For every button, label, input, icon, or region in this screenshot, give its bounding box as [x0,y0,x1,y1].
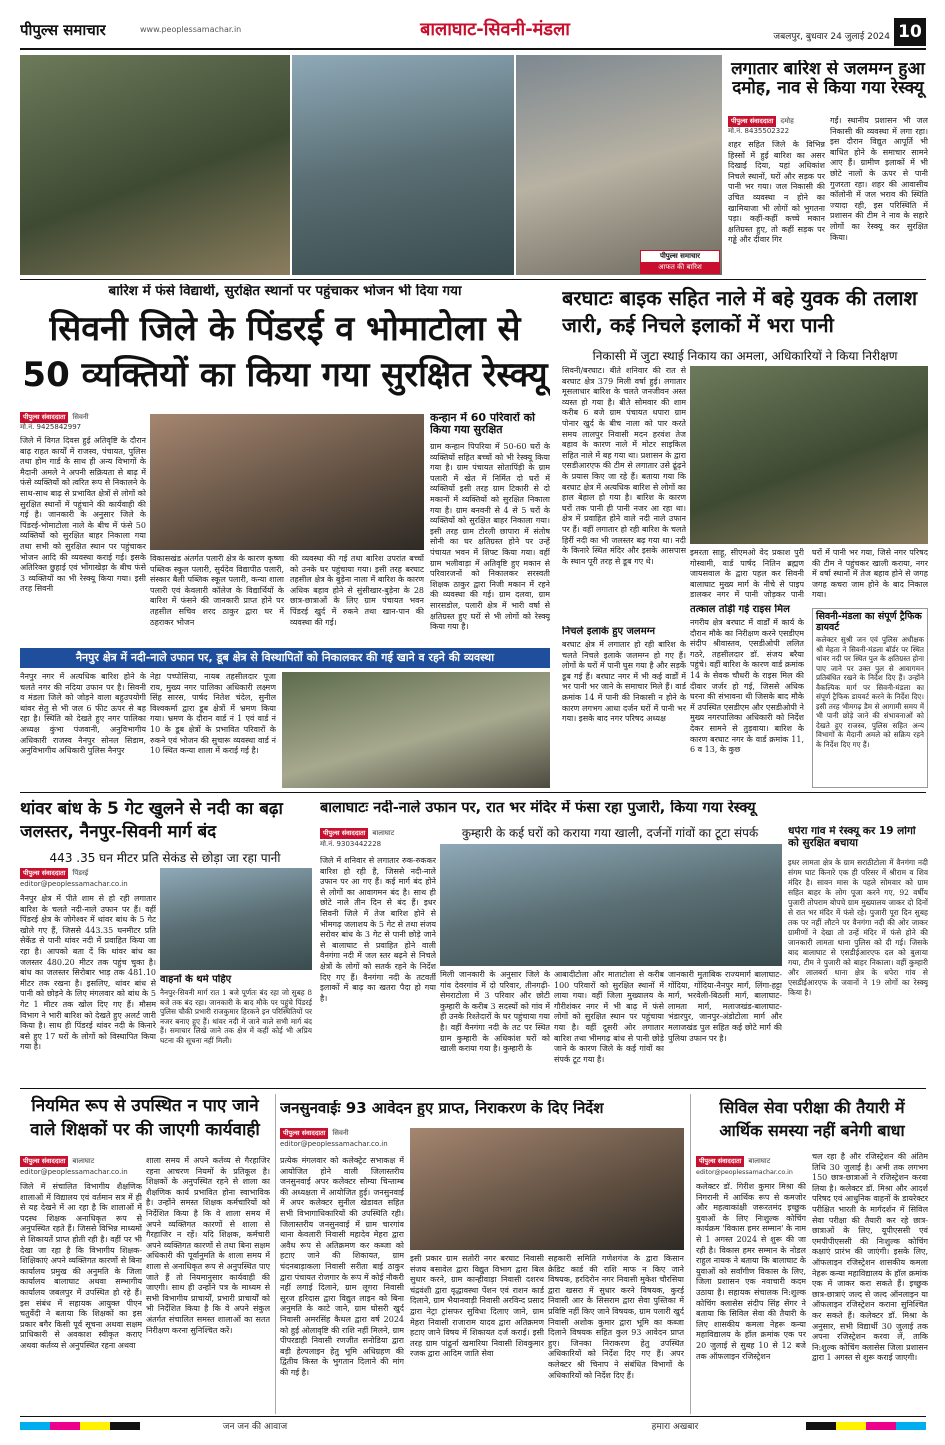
pujari-column-2: मिली जानकारी के अनुसार जिले के गांव देवरगांव में दो परिवार, तीनगढ़ी-सेमराटोला में 3 परिवार और छोटी कुम्हारी के करीब 3 सदस्यों को गांव में ही उनके रिश्तेदारों के घर पहुंचाया गया है। वहीं वैनगंगा नदी के तट पर स्थित ग्राम कुम्हारी के अधिकांश घरों को खाली कराया गया है। कुम्हारी के [440,970,550,1054]
byline-city: बालाघाट [72,1157,95,1165]
seoni-headline: सिवनी जिले के पिंडरई व भोमाटोला से 50 व्यक्तियों का किया गया सुरक्षित रेस्क्यू [22,309,548,395]
hearing-headline: जनसुनवाईः 93 आवेदन हुए प्राप्त, निराकरण के दिए निर्देश [280,1100,604,1117]
page-number: 10 [894,18,926,46]
photo-badge [640,250,720,274]
thanwar-subhead: वाहनों के थमे पहिए [160,974,232,985]
byline-city: सिवनी [332,1129,349,1137]
barghat-column-2: इमरता साहू, सीएमओ वेद प्रकाश पुरी गोस्वामी, वार्ड पार्षद नितिन ब्रह्मण जायसवाल के द्वारा पहल कर सिवनी बालाघाट मुख्य मार्ग के नीचे से पाइप डालकर नगर में पानी जोड़कर पानी [690,548,804,600]
pujari-flood-photo [440,844,782,966]
brand-logo: पीपुल्स समाचार [20,21,106,39]
edition-title: बालाघाट-सिवनी-मंडला [420,19,570,40]
barghat-headline: बरघाटः बाइक सहित नाले में बहे युवक की तलाश जारी, कई निचले इलाकों में भरा पानी [562,286,918,337]
thanwar-deck: 443 .35 घन मीटर प्रति सेकंड से छोड़ा जा रहा पानी [49,851,281,865]
barghat-subhead-1: निचले इलाके हुए जलमग्न [562,626,656,637]
traffic-box-body: कलेक्टर सुश्री जन एवं पुलिस अधीक्षक श्री मेहता ने सिवनी-मंडला बॉर्डर पर स्थित थांवर नदी पर स्थित पुल के क्षतिग्रस्त होना पाए जाने पर उक्त पुल से आवागमन प्रतिबंधित रखने के निर्देश दिए हैं। उन्होंने वैकल्पिक मार्ग पर सिवनी-मंडला का संपूर्ण ट्रैफिक डायवर्ट करने के निर्देश दिए। इसी तरह भीमगढ़ डैम से आगामी समय में भी पानी छोड़े जाने की संभावनाओं को देखते हुए राजस्व, पुलिस सहित अन्य विभागों के मैदानी अमले को सक्रिय रहने के निर्देश दिए गए हैं। [816,635,924,749]
footer-color-strip-right [806,1422,926,1430]
nainpur-column-1: नैनपुर नगर में अत्यधिक बारिश होने के चलते नगर की नदिया उफान पर है। सिवनी व मंडला जिले को जोड़ने वाला बहुउपयोगी थांवर सेतु से भी जल 6 फीट ऊपर से बह रहा है। स्थिति को देखते हुए नगर पालिका अध्यक्ष कुंभा पंजवानी, अनुविभागीय अधिकारी राजस्व नैनपुर सोनल सिडाम, अनुविभागीय अधिकारी पुलिस नैनपुर [20,672,146,756]
civil-column-1: कलेक्टर डॉ. गिरीश कुमार मिश्रा की निगरानी में आर्थिक रूप से कमजोर और महत्वाकांक्षी जरूरतमंद इच्छुक युवाओं के लिए निःशुल्क कोचिंग कार्यक्रम 'विकास हमर सम्मान' के नाम से 1 अगस्त 2024 से शुरू की जा रही है। विकास हमर सम्मान के नोडल राहुल नायक ने बताया कि बालाघाट के युवाओं को सर्वांगीण विकास के लिए, जिला प्रशासन एक नवाचारी कदम उठाया है। सहायक संचालक नि:शुल्क कोचिंग क्लासेस संदीप सिंह सेंगर ने बताया कि सिविल सेवा की तैयारी के लिए शासकीय कमला नेहरू कन्या महाविद्यालय के हॉल क्रमांक एक पर 20 जुलाई से सुबह 10 से 12 बजे तक ऑफलाइन रजिस्ट्रेशन [696,1182,806,1361]
masthead-rule [20,48,926,50]
seoni-kicker: बारिश में फंसे विद्यार्थी, सुरक्षित स्थानों पर पहुंचाकर भोजन भी दिया गया [108,284,462,299]
pujari-mobile: मो.नं. 9303442228 [320,840,382,848]
pujari-column-4: जानकारी मुताबिक राज्यमार्ग बालाघाट-गोंदिया, गोंदिया-नैनपुर मार्ग, लिंगा-हट्टा मार्ग, भरवेली-बिठली मार्ग, बालाघाट-लामता मार्ग, मलाजखंड-बालाघाट-भंडारपुर, जानपुर-अंडोटोला मार्ग और मलाजखंड पुल सहित कई छोटे मार्ग की पुलिया उफान पर है। [668,970,782,1043]
byline-city: दमोह [780,117,794,125]
seoni-mobile: मो.नं. 9425842997 [20,423,82,431]
byline-city: बालाघाट [748,1157,771,1165]
flood-photo-2 [292,55,514,275]
photo-badge-tag: आफत की बारिश [641,262,719,273]
byline-label: पीपुल्स संवाददाता [20,868,68,879]
nainpur-headline: नैनपुर क्षेत्र में नदी-नाले उफान पर, डूब क्षेत्र से विस्थापितों को निकालकर की गई खाने व रहने की व्यवस्था [75,651,495,664]
nainpur-photo [282,672,550,788]
byline-label: पीपुल्स संवाददाता [696,1156,744,1167]
column-divider [690,1094,691,1414]
issue-date: जबलपुर, बुधवार 24 जुलाई 2024 [773,32,890,42]
byline-label: पीपुल्स संवाददाता [20,1156,68,1167]
teachers-headline: नियमित रूप से उपस्थित न पाए जाने वाले शिक्षकों पर की जाएगी कार्यवाही [30,1096,260,1140]
column-divider [275,1094,276,1414]
barghat-photo [690,366,928,544]
byline-label: पीपुल्स संवाददाता [320,828,368,839]
traffic-box-title: सिवनी-मंडला का संपूर्ण ट्रैफिक डायवर्ट [816,611,922,633]
civil-headline: सिविल सेवा परीक्षा की तैयारी में आर्थिक समस्या नहीं बनेगी बाधा [719,1098,905,1140]
thanwar-subhead-body: नैनपुर-सिवनी मार्ग रात 1 बजे पूर्णतः बंद रहा जो सुबह 8 बजे तक बंद रहा। जानकारी के बाद मौके पर पहुंचे पिंडरई पुलिस चौकी प्रभारी राजकुमार हिरकने इन परिस्थितियों पर नजर बनाए हुए हैं। थांवर नदी में जाने वाले सभी मार्ग बंद हैं। समाचार लिखे जाने तक क्षेत्र में कहीं कोई भी अप्रिय घटना की सूचना नहीं मिली। [160,988,312,1045]
byline-label: पीपुल्स संवाददाता [728,116,776,127]
barghat-subhead-2: तत्काल तोड़ी गई राइस मिल [690,604,790,615]
byline-city: बालाघाट [372,829,395,837]
pujari-side-body: इधर लामता क्षेत्र के ग्राम सराठीटोला में वैनगंगा नदी संगम घाट किनारे एक ही परिसर में श्रीराम व शिव मंदिर है। सावन मास के पहले सोमवार को ग्राम सहित बाहर के लोग पूजा करने गए, 92 वर्षीय पुजारी तोपराम बोपचे ग्राम मुख्यालय जाकर दो दिनों से रात भर मंदिर में फंसे रहे। पुजारी पूरा दिन सुबह तक पर नहीं लौटने पर वैनगंगा नदी की ओर जाकर ग्रामीणों ने देखा तो उन्हें मंदिर में फंसे होने की जानकारी लामता थाना पुलिस को दी गई। जिसके बाद बालाघाट से एसडीईआरएफ दल को बुलाया गया, टीम ने पुजारी को बाहर निकाला। वहीं कुम्हारी और लालबर्रा थाना क्षेत्र के धपेरा गांव से एसडीईआरएफ के जवानों ने 19 लोगों का रेस्क्यू किया है। [788,858,928,997]
nainpur-bar [20,648,550,668]
civil-byline [696,1156,806,1167]
thanwar-headline: थांवर बांध के 5 गेट खुलने से नदी का बढ़ा जलस्तर, नैनपुर-सिवनी मार्ग बंद [20,799,283,842]
damoh-mobile: मो.नं. 8435502322 [728,127,790,135]
barghat-deck: निकासी में जुटा स्थाई निकाय का अमला, अधिकारियों ने किया निरीक्षण [592,349,898,363]
pujari-column-3: आबादीटोला और माताटोला से करीब 100 परिवारों को सुरक्षित स्थानों में लाया गया। वहीं जिला मुख्यालय के गौरीशंकर नगर में भी बाढ़ में फंसे लोगों को सुरक्षित स्थान पर पहुंचाया गया है। वहीं दूसरी ओर लगातार बारिश तथा भीमगढ़ बांध से पानी छोड़े जाने के कारण जिले के कई गांवों का संपर्क टूट गया है। [554,970,664,1064]
photo-badge-brand: पीपुल्स समाचार [659,252,701,260]
flood-photo-1 [20,55,290,275]
damoh-headline: लगातार बारिश से जलमग्न हुआ दमोह, नाव से किया गया रेस्क्यू [731,60,925,99]
seoni-rescue-photo [150,414,424,550]
hearing-column-3: सहकारी समिति गणेशगंज के द्वारा किसान क्रेडिट कार्ड की राशि माफ न किए जाने विषयक, हरदिरोन नगर निवासी मुकेश चौरसिया द्वारा खसरा में सुधार करने विषयक, कुरई निवासी आर के सिसराम द्वारा सेवा पुस्तिका में प्रविष्टि नहीं किए जाने विषयक, ग्राम पलारी खुर्द निवासी अशोक कुमार द्वारा भूमि का कब्जा दिलाने विषयक सहित कुल 93 आवेदन प्राप्त हुए। जिनका निराकरण हेतु उपस्थित अधिकारियों को निर्देश दिए गए हैं। अपर कलेक्टर श्री चिनाप ने संबंधित विभागों के अधिकारियों को निर्देश दिए हैं। [548,1254,684,1380]
seoni-column-2-text: विकासखंड अंतर्गत पलारी क्षेत्र के कारण कृष्णा पब्लिक स्कूल पलारी, सुर्यदेव विद्यापीठ पलारी, संस्कार बैली पब्लिक स्कूल पलारी, कन्या शाला पलारी एवं केवलारी कॉलेज के विद्यार्थियों के बारिश में फंसने की जानकारी प्राप्त होने पर तहसील सचिव शरद ठाकुर द्वारा घर में ठहराकर भोजन [150,554,284,627]
barghat-subhead-2-body: नगरीय क्षेत्र बरघाट में वार्डों में कार्य के दौरान मौके का निरीक्षण करने एसडीएम संदीप श्रीवास्तव, एसडीओपी ललित गठरे, तहसीलदार डॉ. संजय बरैया पहुंचे। वहीं बारिश के कारण वार्ड क्रमांक 14 के सेवक चौधरी के राइस मिल की दीवार जर्जर हो गई, जिससे अधिक घरना की संभावना थी जिसके बाद मौके में उपस्थित एसडीएम और एसडीओपी ने मुख्य नगरपालिका अधिकारी को निर्देश देकर सामने से तुड़वाया। बारिश के कारण बरघाट नगर के वार्ड क्रमांक 11, 6 व 13, के कुछ [690,618,804,755]
thanwar-email: editor@peoplessamachar.co.in [20,880,128,888]
masthead [0,0,945,52]
seoni-subhead: कन्हान में 60 परिवारों को किया गया सुरक्षित [430,412,535,437]
hearing-column-1: प्रत्येक मंगलवार को कलेक्ट्रेट सभाकक्ष में आयोजित होने वाली जिलास्तरीय जनसुनवाई अपर कलेक्टर सौम्या चिन्ताम्ब की अध्यक्षता में आयोजित हुई। जनसुनवाई में अपर कलेक्टर सुनील खेडावत सहित सभी विभागाधिकारियों की उपस्थिति रही। जिलास्तरीय जनसुनवाई में ग्राम चारगांव थाना केवलारी निवासी महादेव मेहरा द्वारा अवैध रूप से अतिक्रमण कर कब्जा को हटाए जाने की शिकायत, ग्राम चंदनबाड़ाकला निवासी सरीता बाई ठाकुर द्वारा पंचायत रोजगार के रूप में कोई नौकरी नहीं लगाई दिलाने, ग्राम लूगरा निवासी सूरज हरिदास द्वारा विद्युत लाइन को बिना अनुमति के काटे जाने, ग्राम घोसरी खुर्द निवासी अमरसिंह कैथल द्वारा वर्ष 2024 को हुई ओलावृष्टि की राशि नहीं मिलने, ग्राम पीपरडाही निवासी रणजीत सनोडिया द्वारा बड़ी हेल्पलाइन हेतु भूमि अधिग्रहण की द्वितीय किस्त के भुगतान दिलाने की मांग की गई है। [280,1156,404,1377]
barghat-column-3: घरों में पानी भर गया, जिसे नगर परिषद की टीम ने पहुंचकर खाली कराया, नगर में वर्षा स्थानों में तेज बहाव होने से जगह जगह कचरा जाम होने के बाद निकाल गया। [812,548,928,600]
pujari-side-title: धपेरा गांव में रेस्क्यू कर 19 लोगों को सुरक्षित बचाया [788,826,916,849]
byline-city: पिंडरई [72,869,89,877]
hearing-column-2: इसी प्रकार ग्राम सतोरी नगर बरघाट निवासी संजय बसावेल द्वारा विद्युत विभाग द्वारा बिल सुधार करने, ग्राम कान्हीवाड़ा निवासी दशरथ चंद्रवंशी द्वारा वृद्धावस्था पेंशन एवं राशन कार्ड दिलाने, ग्राम भैयानवाड़ी निवासी अरविन्द प्रसाद द्वारा नेट्रा ट्रांसफर सुविधा दिलाए जाने, ग्राम मेहरा निवासी राजाराम यादव द्वारा अतिक्रमण हटाए जाने विषय में शिकायत दर्ज कराई। इसी तरह ग्राम पांढुर्ना खमारिया निवासी शिवकुमार रजक द्वारा आदिम जाति सेवा [410,1254,544,1359]
traffic-box [812,608,928,788]
seoni-column-1: जिले में विगत दिवस हुई अतिवृष्टि के दौरान बाढ़ राहत कार्यों में राजस्व, पंचायत, पुलिस तथा होम गार्ड के साथ ही अन्य विभागों के मैदानी अमले ने अपनी सक्रियता से बाढ़ में फंसे व्यक्तियों को त्वरित रूप से निकालने के साथ-साथ बाढ़ से प्रभावित क्षेत्रों से लोगों को सुरक्षित स्थानों में पहुंचाने की कार्यवाही की गई है। जानकारी के अनुसार जिले के पिंडरई-भोमाटोला नाले के बीच में फंसे 50 व्यक्तियों को सुरक्षित बाहर निकाला गया तथा सभी को सुरक्षित स्थान पर पहुंचाकर भोजन आदि की व्यवस्था कराई गई। इसके अतिरिक्त छुहाई एवं भोंगाखेड़ा के बीच फंसे 3 व्यक्तियों का भी रेस्क्यू किया गया। इसी तरह सिवनी [20,436,146,594]
footer-rule [20,1416,926,1417]
hearing-byline [280,1128,410,1139]
footer-slogan-left: जन जन की आवाज [222,1422,288,1432]
damoh-column-2: गईं। स्थानीय प्रशासन भी जल निकासी की व्यवस्था में लगा रहा। इस दौरान विद्युत आपूर्ति भी बाधित होने के समाचार सामने आए हैं। ग्रामीण इलाकों में भी छोटे नालों के ऊपर से पानी गुजरता रहा। शहर की आवासीय कॉलोनी में जल भराव की स्थिति ज्यादा रही, इस परिस्थिति में प्रशासन की टीम ने नाव के सहारे लोगों का रेस्क्यू कर सुरक्षित किया। [830,116,928,242]
seoni-column-3: की व्यवस्था की गई तथा बारिश उपरांत बच्चों को उनके घर पहुंचाया गया। इसी तरह बरघाट तहसील क्षेत्र के बुड़ेना नाला में बारिश के कारण अधिक बहाव होने से सुंसीखार-बुड़ेना के 28 छात्र-छात्राओं के लिए ग्राम पंचायत भवन पिंडरई खुर्द में रुकने तथा खान-पान की व्यवस्था की गई। [290,554,424,627]
hearing-email: editor@peoplessamachar.co.in [280,1140,388,1148]
seoni-subhead-body: ग्राम कन्हान पिपरिया में 50-60 घरों के व्यक्तियों सहित बच्चों को भी रेस्क्यू किया गया है। ग्राम पंचायत सोतापिंड़ी के ग्राम पलारी में खेत में निर्मित दो घरों में व्यक्तियों इसी तरह ग्राम टिकारी से दो मकानों में व्यक्तियों को सुरक्षित निकाला गया है। ग्राम बनवनी से 4 से 5 घरों के व्यक्तियों को सुरक्षित बाहर निकाला गया। इसी तरह ग्राम टोरली छापारा में संतोष सोनी का घर क्षतिग्रस्त होने पर उन्हें पंचायत भवन में शिफ्ट किया गया। वहीं ग्राम भलीवाड़ा में अतिवृष्टि हुए मकान से परिवारजनों को निकालकर सरस्वती शिक्षक ठाकुर द्वारा निजी मकान में रहने की व्यवस्था की गई। ग्राम दलवा, ग्राम सारसडोल, पलारी क्षेत्र में भारी वर्षा से क्षतिग्रस्त हुए घरों से भी लोगों को रेस्क्यू किया गया है। [430,442,550,632]
flood-photo-3 [516,55,722,275]
section-rule [20,279,926,280]
hearing-photo [410,1128,684,1250]
nainpur-column-2: नेहा पच्पोसिया, नायब तहसीलदार पूजा राय, मुख्य नगर पालिका अधिकारी लक्ष्मण सिंह सारस, पार्षद नितेश चंदेल, सुनील विश्वकर्मा द्वारा डूब क्षेत्रों में भ्रमण किया गया। भ्रमण के दौरान वार्ड नं 1 एवं वार्ड नं 10 के डूब क्षेत्रों के प्रभावित परिवारों के रुकने एवं भोजन की सुचारू व्यवस्था वार्ड नं 10 स्थित कन्या शाला में कराई गई है। [150,672,276,756]
damoh-column-1: शहर सहित जिले के विभिन्न हिस्सों में हुई बारिश का असर दिखाई दिया, यहां अधिकांश निचले स्थानों, घरों और सड़क पर पानी भर गया। जल निकासी की उचित व्यवस्था न होने का खामियाजा भी लोगों को भुगतना पड़ा। कहीं-कहीं कच्चे मकान क्षतिग्रस्त हुए, तो कहीं सड़क पर गड्ढे और दीवार गिर [728,140,825,245]
footer-color-strip-left [20,1422,140,1430]
pujari-headline: बालाघाटः नदी-नाले उफान पर, रात भर मंदिर में फंसा रहा पुजारी, किया गया रेस्क्यू [320,800,756,816]
section-rule [20,1088,926,1089]
byline-label: पीपुल्स संवाददाता [280,1128,328,1139]
byline-label: पीपुल्स संवाददाता [20,412,68,423]
section-rule [20,792,926,793]
thanwar-dam-photo [160,868,312,970]
barghat-subhead-1-body: बरघाट क्षेत्र में लगातार हो रही बारिश के चलते निचले इलाके जलमग्न हो गए हैं। लोगों के घरों में पानी घुस गया है और सड़कें डूब गई हैं। बरघाट नगर में भी कई वार्डों में भर पानी भर जाने के समाचार मिले हैं। वार्ड क्रमांक 14 में पानी की निकासी न होने के कारण लगभग आधा दर्जन घरों में पानी भर गया। इसके बाद नगर परिषद अध्यक्ष [562,640,686,724]
pujari-deck: कुम्हारी के कई घरों को कराया गया खाली, दर्जनों गांवों का टूटा संपर्क [461,826,759,840]
site-url: www.peoplessamachar.in [140,25,242,34]
barghat-column-1: सिवनी/बरघाट। बीते शनिवार की रात से बरघाट क्षेत्र 379 मिली वर्षा हुई। लगातार मूसलाधार बारिश के चलते जनजीवन अस्त व्यस्त हो गया है। बीते सोमवार की शाम करीब 6 बजे ग्राम पंचायत धपारा ग्राम पोनार खुर्द के बीच नाला को पार करते समय लालपुर निवासी मदन हरवंश तेज बहाव के कारण नाले में मोटर साइकिल सहित नाले में बह गया था। प्रशासन के द्वारा एसडीआरएफ की टीम से लगातार उसे ढूंढ़ने के प्रयास किए जा रहे हैं। बताया गया कि बरघाट क्षेत्र में अत्यधिक बारिश से लोगों का हाल बेहाल हो गया है। बारिश के कारण घरों तक पानी ही पानी नजर आ रहा था। क्षेत्र में प्रवाहित होने वाले नदी नाले उफान पर हैं। वहीं लगातार हो रही बारिश के चलते हिर्री नदी का भी जलस्तर बढ़ गया था। नदी के किनारे स्थित मंदिर और इसके आसपास के स्थान पूरी तरह से डूब गए थे। [562,366,686,566]
seoni-byline [20,412,150,423]
civil-column-2: चल रहा है और रजिस्ट्रेशन की अंतिम तिथि 30 जुलाई है। अभी तक लगभग 150 छात्र-छात्राओं ने रजिस्ट्रेशन करवा लिया है। कलेक्टर डॉ. मिश्रा और आदर्श परिषद एवं आधुनिक वाहनों के डायरेक्टर परीक्षित भारती के मार्गदर्शन में सिविल सेवा परीक्षा की तैयारी कर रहे छात्र-छात्राओं के लिए, यूपीएससी एवं एमपीपीएससी की निःशुल्क कोचिंग कक्षाएं प्रारंभ की जाएंगी। इसके लिए, ऑफलाइन रजिस्ट्रेशन शासकीय कमला नेहरू कन्या महाविद्यालय के हॉल क्रमांक एक में जाकर करा सकते हैं। इच्छुक छात्र-छात्राएं जल्द से जल्द ऑनलाइन या ऑफलाइन रजिस्ट्रेशन कराना सुनिश्चित कर सकते हैं। कलेक्टर डॉ. मिश्रा के अनुसार, सभी विद्यार्थी 30 जुलाई तक अपना रजिस्ट्रेशन करवा लें, ताकि नि:शुल्क कोचिंग क्लासेस जिला प्रशासन द्वारा 1 अगस्त से शुरू कराई जाएगी। [812,1152,928,1363]
thanwar-byline [20,868,170,879]
thanwar-body: नैनपुर क्षेत्र में पीते शाम से हो रही लगातार बारिश के चलते नदी-नाले उफान पर हैं। वहीं पिंडरई क्षेत्र के जोगेश्वर में थांवर बांध के 5 गेट खोले गए हैं, जिससे 443.35 घनमीटर प्रति सेकेंड से पानी थांवर नदी में प्रवाहित किया जा रहा है। आपको बता दें कि थांवर बांध का जलस्तर 480.20 मीटर तक पहुंच चुका है। बांध का जलस्तर सिरोबार भाड़ तक 481.10 मीटर तक रखना है। इसलिए, थांवर बांध से पानी को छोड़ने के लिए मंगलवार को बांध के 5 गेट 1 मीटर तक खोल दिए गए हैं। मौसम विभाग ने भारी बारिश को देखते हुए अलर्ट जारी किया है। साथ ही पिंडरई थांवर नदी के किनारे बसे हुए 17 घरों के लोगों को विस्थापित किया गया है। [20,894,156,1052]
teachers-email: editor@peoplessamachar.co.in [20,1168,128,1176]
pujari-column-1: जिले में शनिवार से लगातार रुक-रुककर बारिश हो रही है, जिससे नदी-नाले उफान पर आ गए हैं। कई मार्ग बंद होने से लोगों का आवागमन बंद है। साथ ही छोटे नाले तीन दिन से बंद हैं। इधर सिवनी जिले में तेज बारिश होने से भीमगढ़ जलाशय के 5 गेट से तथा संजय सरोवर बांध के 3 गेट से पानी छोड़े जाने से बालाघाट से प्रवाहित होने वाली वैनगंगा नदी में जल स्तर बढ़ने से निचले क्षेत्रों के लोगों को सतर्क रहने के निर्देश दिए गए हैं। वैनगंगा नदी के तटवर्ती इलाकों में बाढ़ का खतरा पैदा हो गया है। [320,856,436,1003]
civil-email: editor@peoplessamachar.co.in [696,1169,793,1176]
teachers-column-1: जिले में संचालित विभागीय शैक्षणिक शालाओं में विद्यालय एवं वर्तमान सत्र में ही से यह देखने में आ रहा है कि शालाओं में पदस्थ शिक्षक अनाधिकृत रूप से अनुपस्थित रहते हैं। जिससे विभिन्न माध्यमों से शिकायतें प्राप्त होती रही है। वहीं पर भी देखा जा रहा है कि विभागीय शिक्षक-शिक्षिकाएं अपने व्यक्तिगत कारणों से बिना कार्यालय प्रमुख की अनुमति के जिला कार्यालय बालाघाट अथवा सम्भागीय कार्यालय जबलपुर में उपस्थित हो रहे हैं। इस संबंध में सहायक आयुक्त पीएन चतुर्वेदी ने बताया कि शिक्षकों का इस प्रकार बगैर किसी पूर्व सूचना अथवा सक्षम प्राधिकारी से अवकाश स्वीकृत कराए अथवा कर्तव्य से अनुपस्थित रहना अथवा [20,1182,142,1350]
footer-slogan-right: हमारा अखबार [651,1422,699,1432]
pujari-byline [320,828,420,839]
teachers-column-2: शाला समय में अपने कर्तव्य से गैरहाजिर रहना आचरण नियमों के प्रतिकूल है। शिक्षकों के अनुपस्थित रहने से शाला का शैक्षणिक कार्य प्रभावित होना स्वाभाविक है। उन्होंने समस्त शिक्षक कर्मचारियों को निर्देशित किया है कि वे शाला समय में अपने व्यक्तिगत कारणों से शाला से गैरहाजिर न रहें। यदि शिक्षक, कर्मचारी अपने व्यक्तिगत कारणों से तथा बिना सक्षम अधिकारी की पूर्वानुमति के शाला समय में शाला से अनाधिकृत रूप से अनुपस्थित पाए जाते हैं तो नियमानुसार कार्यवाही की जाएगी। साथ ही उन्होंने पत्र के माध्यम से सभी विभागीय प्राचार्यों, प्रभारी प्राचार्यों को भी निर्देशित किया है कि वे अपने संकुल अंतर्गत संचालित समस्त शालाओं का सतत निरीक्षण करना सुनिश्चित करें। [146,1156,270,1335]
byline-city: सिवनी [72,413,89,421]
